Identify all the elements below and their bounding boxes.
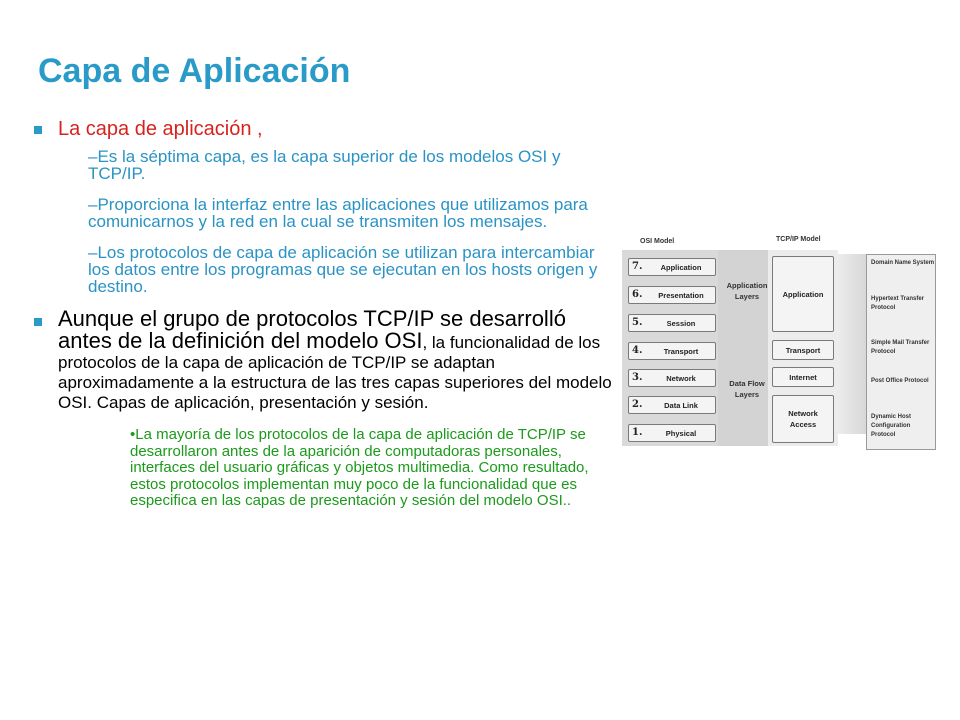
protocols-box [866, 254, 936, 450]
osi-layer-5: 5. Session [628, 314, 716, 332]
osi-layer-6: 6. Presentation [628, 286, 716, 304]
protocol-smtp: Simple Mail Transfer Protocol [871, 340, 930, 355]
osi-layer-7: 7. Application [628, 258, 716, 276]
bullet-app-layer [32, 116, 617, 142]
square-bullet-icon [34, 318, 42, 326]
protocol-connector [838, 254, 868, 434]
square-bullet-icon [34, 126, 42, 134]
osi-tcpip-diagram [622, 232, 940, 454]
osi-layer-2: 2. Data Link [628, 396, 716, 414]
slide-body [32, 116, 617, 510]
paragraph-rest: , la funcionalidad de los protocolos de la capa de aplicación de TCP/IP se adaptan aproximadamente a la estructura de las tres capas superiores del modelo OSI. Capas de aplicación, presentación y sesión. [58, 333, 612, 412]
tcpip-application: Application [772, 256, 834, 332]
sub-bullet-1: –Es la séptima capa, es la capa superior de los modelos OSI y TCP/IP. [88, 147, 561, 183]
paragraph-lead: Aunque el grupo de protocolos TCP/IP se desarrolló antes de la definición del modelo OSI [58, 306, 566, 353]
osi-layer-3: 3. Network [628, 369, 716, 387]
data-flow-layers-label: Data Flow Layers [729, 379, 765, 399]
protocol-dns: Domain Name System [871, 260, 935, 266]
protocol-http: Hypertext Transfer Protocol [871, 296, 925, 311]
note-text: •La mayoría de los protocolos de la capa de aplicación de TCP/IP se desarrollaron antes de la aparición de computadoras personales, interfaces del usuario gráficas y objetos multimedia. Como resultado, estos protocolos implementan muy poco de la funcionalidad que es especifica en las capas de presentación y sesión del modelo OSI.. [130, 426, 589, 509]
application-layers-label: Application Layers [726, 281, 768, 301]
sub-bullet-2: –Proporciona la interfaz entre las aplicaciones que utilizamos para comunicarnos y la red en la cual se transmiten los mensajes. [88, 195, 588, 231]
tcpip-internet: Internet [772, 367, 834, 387]
bullet-heading: La capa de aplicación , [58, 118, 263, 140]
tcpip-network-access: Network Access [772, 395, 834, 443]
bullet-tcpip-history [32, 306, 617, 413]
osi-layer-1: 1. Physical [628, 424, 716, 442]
protocol-dhcp: Dynamic Host Configuration Protocol [871, 414, 912, 438]
osi-layer-4: 4. Transport [628, 342, 716, 360]
osi-model-label: OSI Model [640, 238, 675, 245]
page-title: Capa de Aplicación [38, 52, 351, 90]
protocol-pop: Post Office Protocol [871, 378, 929, 384]
tcpip-model-label: TCP/IP Model [776, 236, 821, 243]
sub-bullet-3: –Los protocolos de capa de aplicación se utilizan para intercambiar los datos entre los programas que se ejecutan en los hosts origen y destino. [88, 243, 598, 296]
sub-bullets [88, 148, 617, 295]
bullet-paragraph [58, 306, 617, 413]
tcpip-transport: Transport [772, 340, 834, 360]
